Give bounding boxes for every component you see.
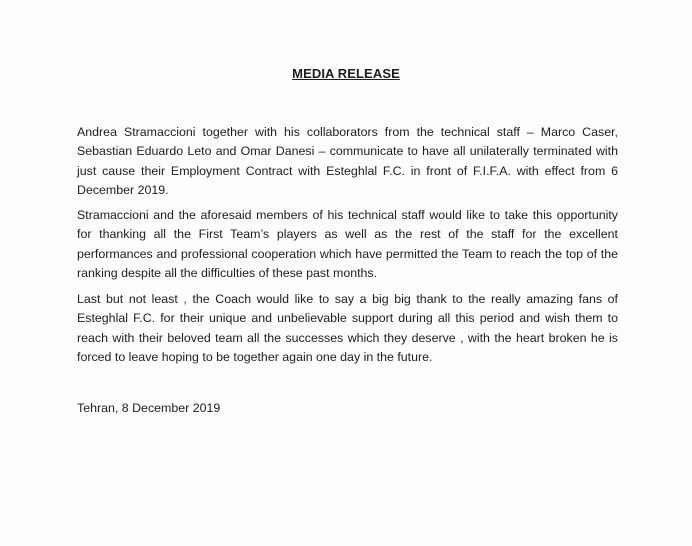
paragraph-termination-notice: Andrea Stramaccioni together with his collaborators from the technical staff – Marco Caser, Sebastian Eduardo Leto and Omar Danesi – communicate to have all unilaterally terminated with just cause their Employment Contract with Esteghlal F.C. in front of F.I.F.A. with effect from 6 December 2019. — [77, 125, 618, 197]
document-title: MEDIA RELEASE — [292, 66, 400, 81]
paragraph-thanks-players: Stramaccioni and the aforesaid members of his technical staff would like to take this opportunity for thanking all the First Team’s players as well as the rest of the staff for the excellent performances and professional cooperation which have permitted the Team to reach the top of the ranking despite all the difficulties of these past months. — [77, 208, 618, 280]
paragraph-thanks-fans: Last but not least , the Coach would like to say a big big thank to the really amazing fans of Esteghlal F.C. for their unique and unbelievable support during all this period and wish them to reach with their beloved team all the successes which they deserve , with the heart broken he is forced to leave hoping to be together again one day in the future. — [77, 292, 618, 364]
place-and-date: Tehran, 8 December 2019 — [77, 401, 221, 415]
